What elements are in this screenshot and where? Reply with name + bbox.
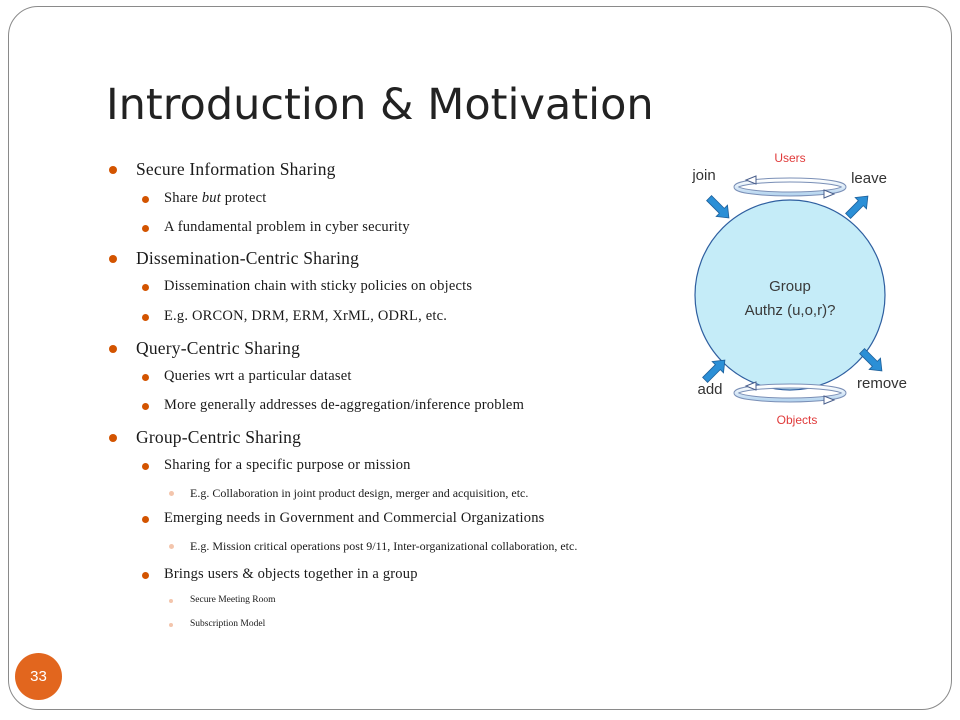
users-cycle-icon [736, 176, 844, 198]
bullet-secure-information-sharing: Secure Information Sharing [136, 159, 336, 179]
bullet-group-centric-sharing: Group-Centric Sharing [136, 427, 302, 447]
bullet-fundamental-problem: A fundamental problem in cyber security [164, 219, 410, 235]
bullet-queries-wrt-dataset: Queries wrt a particular dataset [164, 368, 352, 384]
bullet-subscription-model: Subscription Model [190, 619, 266, 629]
page-number-badge: 33 [15, 653, 62, 700]
group-diagram [660, 140, 940, 440]
bullet-query-centric-sharing: Query-Centric Sharing [136, 338, 301, 358]
bullet-share-but-protect: Share but protect [164, 190, 267, 206]
bullet-collaboration-example: E.g. Collaboration in joint product design, merger and acquisition, etc. [190, 486, 529, 500]
join-arrow-icon [703, 192, 734, 223]
slide-title: Introduction & Motivation [106, 80, 654, 130]
remove-label: remove [856, 375, 908, 392]
authz-label: Authz (u,o,r)? [744, 302, 836, 319]
bullet-brings-users-objects: Brings users & objects together in a group [164, 566, 418, 582]
bullet-orcon-drm: E.g. ORCON, DRM, ERM, XrML, ODRL, etc. [164, 308, 448, 324]
bullet-secure-meeting-room: Secure Meeting Room [190, 595, 276, 605]
bullet-de-aggregation: More generally addresses de-aggregation/inference problem [164, 397, 525, 413]
bullet-dissemination-chain: Dissemination chain with sticky policies on objects [164, 278, 473, 294]
join-label: join [692, 167, 716, 184]
bullet-mission-critical-example: E.g. Mission critical operations post 9/11, Inter-organizational collaboration, etc. [190, 539, 578, 553]
objects-label: Objects [776, 413, 818, 427]
users-label: Users [774, 151, 806, 165]
bullet-specific-purpose: Sharing for a specific purpose or mission [164, 457, 411, 473]
leave-label: leave [851, 170, 887, 187]
group-label: Group [769, 278, 811, 295]
bullet-emerging-needs: Emerging needs in Government and Commercial Organizations [164, 510, 545, 526]
leave-arrow-icon [842, 190, 873, 221]
bullet-dissemination-centric-sharing: Dissemination-Centric Sharing [136, 248, 360, 268]
objects-cycle-icon [736, 382, 844, 404]
add-label: add [697, 381, 723, 398]
